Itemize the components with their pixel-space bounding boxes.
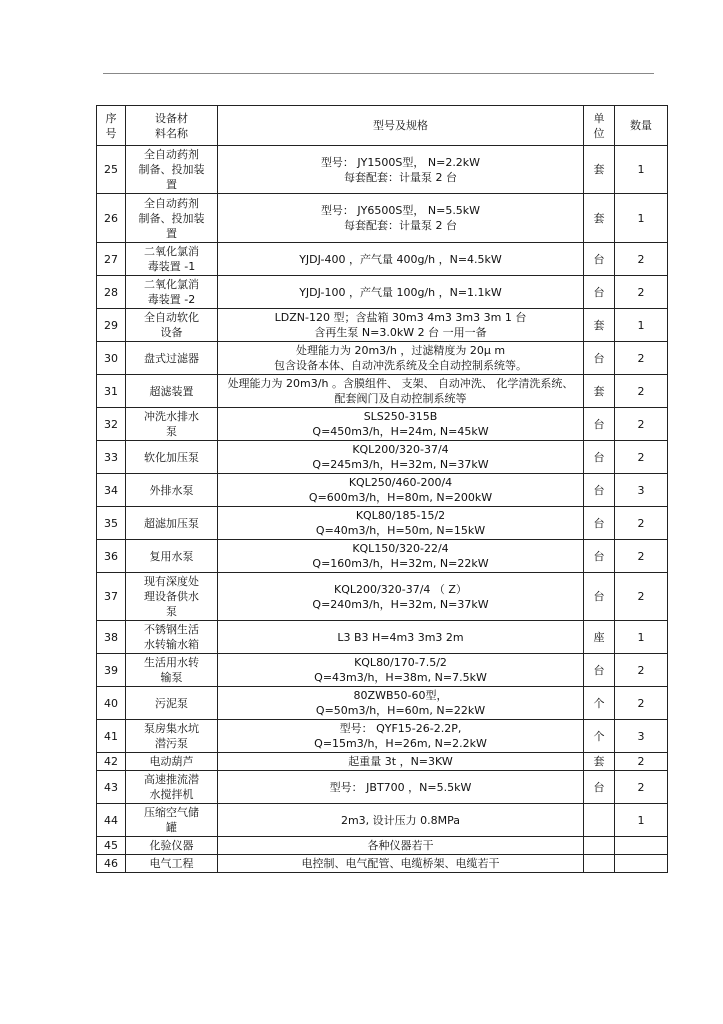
row-spec-line: KQL80/185-15/2 (355, 509, 446, 522)
row-name: 全自动药剂 制备、投加装 置 (126, 146, 218, 194)
row-spec-line: Q=43m3/h，H=38m, N=7.5kW (314, 671, 487, 684)
row-unit: 套 (584, 194, 615, 243)
row-name: 全自动软化 设备 (126, 309, 218, 342)
row-quantity: 2 (615, 441, 668, 474)
row-number: 45 (97, 837, 126, 855)
row-unit: 套 (584, 375, 615, 408)
row-name: 盘式过滤器 (126, 342, 218, 375)
row-number: 44 (97, 804, 126, 837)
row-number: 32 (97, 408, 126, 441)
row-name: 超滤加压泵 (126, 507, 218, 540)
row-name: 二氧化氯消 毒装置 -2 (126, 276, 218, 309)
row-quantity: 2 (615, 771, 668, 804)
row-quantity: 2 (615, 687, 668, 720)
row-quantity: 2 (615, 276, 668, 309)
table-row (97, 243, 668, 276)
row-spec (218, 146, 584, 194)
row-number: 39 (97, 654, 126, 687)
row-name: 复用水泵 (126, 540, 218, 573)
row-spec-line: 型号： JY1500S型， N=2.2kW (320, 155, 481, 169)
row-spec-line: 起重量 3t ，N=3KW (348, 755, 453, 768)
table-row (97, 474, 668, 507)
row-name: 冲洗水排水 泵 (126, 408, 218, 441)
row-spec-line: 型号： JY6500S型， N=5.5kW (320, 204, 481, 217)
header-no: 序 号 (97, 106, 126, 146)
row-name: 现有深度处 理设备供水 泵 (126, 573, 218, 621)
row-spec-line: Q=40m3/h，H=50m, N=15kW (315, 524, 486, 537)
row-name: 污泥泵 (126, 687, 218, 720)
row-spec-line: 每套配套：计量泵 2 台 (344, 219, 457, 232)
row-unit: 台 (584, 441, 615, 474)
row-spec (218, 342, 584, 375)
row-spec (218, 804, 584, 837)
row-quantity: 2 (615, 540, 668, 573)
row-spec-line: 每套配套：计量泵 2 台 (344, 170, 457, 184)
row-spec-line: 各种仪器若干 (367, 839, 434, 852)
row-spec (218, 194, 584, 243)
table-row (97, 654, 668, 687)
row-number: 38 (97, 621, 126, 654)
row-quantity: 1 (615, 804, 668, 837)
row-unit: 台 (584, 771, 615, 804)
row-name: 软化加压泵 (126, 441, 218, 474)
row-spec (218, 408, 584, 441)
row-spec-line: KQL200/320-37/4 （ Z） (334, 582, 467, 596)
row-spec (218, 474, 584, 507)
row-spec (218, 621, 584, 654)
row-quantity: 1 (615, 621, 668, 654)
row-spec-line: 配套阀门及自动控制系统等 (334, 392, 467, 405)
row-number: 33 (97, 441, 126, 474)
row-spec-line: Q=600m3/h，H=80m, N=200kW (308, 491, 493, 504)
row-name: 不锈钢生活 水转输水箱 (126, 621, 218, 654)
table-row (97, 375, 668, 408)
header-name: 设备材 料名称 (126, 106, 218, 146)
table-row (97, 441, 668, 474)
row-number: 25 (97, 146, 126, 194)
row-spec (218, 837, 584, 855)
row-spec (218, 276, 584, 309)
row-number: 40 (97, 687, 126, 720)
row-unit: 个 (584, 687, 615, 720)
row-unit (584, 804, 615, 837)
table-row (97, 771, 668, 804)
table-row (97, 408, 668, 441)
table-row (97, 146, 668, 194)
table-row (97, 804, 668, 837)
row-unit: 台 (584, 507, 615, 540)
table-row (97, 507, 668, 540)
row-number: 27 (97, 243, 126, 276)
row-spec (218, 573, 584, 621)
page-top-rule (103, 73, 654, 74)
row-quantity: 2 (615, 753, 668, 771)
row-name: 高速推流潜 水搅拌机 (126, 771, 218, 804)
row-number: 41 (97, 720, 126, 753)
row-quantity: 2 (615, 342, 668, 375)
row-quantity: 3 (615, 474, 668, 507)
header-qty: 数量 (615, 106, 668, 146)
row-unit: 套 (584, 146, 615, 194)
table-header-row (97, 106, 668, 146)
row-spec (218, 309, 584, 342)
table-row (97, 276, 668, 309)
table-row (97, 309, 668, 342)
row-name: 化验仪器 (126, 837, 218, 855)
row-number: 28 (97, 276, 126, 309)
row-spec-line: SLS250-315B (363, 410, 438, 423)
row-number: 26 (97, 194, 126, 243)
table-body (97, 146, 668, 873)
row-unit: 台 (584, 408, 615, 441)
row-spec (218, 243, 584, 276)
row-quantity (615, 837, 668, 855)
row-name: 泵房集水坑 潜污泵 (126, 720, 218, 753)
row-quantity: 2 (615, 654, 668, 687)
row-spec-line: LDZN-120 型；含盐箱 30m3 4m3 3m3 3m 1 台 (274, 311, 527, 324)
row-spec-line: Q=245m3/h，H=32m, N=37kW (312, 458, 489, 471)
table-row (97, 342, 668, 375)
row-spec-line: Q=240m3/h，H=32m, N=37kW (312, 597, 489, 611)
row-unit: 个 (584, 720, 615, 753)
row-number: 42 (97, 753, 126, 771)
row-quantity: 2 (615, 507, 668, 540)
row-number: 34 (97, 474, 126, 507)
table-row (97, 687, 668, 720)
row-quantity: 3 (615, 720, 668, 753)
row-name: 外排水泵 (126, 474, 218, 507)
row-spec-line: 包含设备本体、自动冲洗系统及全自动控制系统等。 (274, 359, 527, 372)
row-unit: 台 (584, 540, 615, 573)
row-spec (218, 654, 584, 687)
row-quantity: 2 (615, 408, 668, 441)
row-spec-line: 型号： QYF15-26-2.2P, (339, 722, 462, 735)
row-spec-line: 含再生泵 N=3.0kW 2 台 一用一备 (314, 326, 487, 339)
row-spec-line: 电控制、电气配管、电缆桥架、电缆若干 (301, 857, 500, 870)
row-number: 37 (97, 573, 126, 621)
row-name: 电动葫芦 (126, 753, 218, 771)
row-unit: 套 (584, 309, 615, 342)
row-spec (218, 753, 584, 771)
row-number: 29 (97, 309, 126, 342)
table-row (97, 753, 668, 771)
row-name: 生活用水转 输泵 (126, 654, 218, 687)
row-unit: 台 (584, 342, 615, 375)
row-spec-line: 型号： JBT700 ，N=5.5kW (329, 780, 472, 794)
row-spec (218, 441, 584, 474)
row-unit: 台 (584, 654, 615, 687)
row-number: 31 (97, 375, 126, 408)
header-spec: 型号及规格 (218, 106, 584, 146)
row-spec-line: 处理能力为 20m3/h ，过滤精度为 20μ m (295, 344, 506, 357)
row-number: 46 (97, 855, 126, 873)
row-quantity: 1 (615, 309, 668, 342)
row-quantity (615, 855, 668, 873)
row-quantity: 2 (615, 375, 668, 408)
row-spec-line: 处理能力为 20m3/h 。含膜组件、 支架、 自动冲洗、 化学清洗系统、 (227, 377, 574, 390)
row-spec (218, 687, 584, 720)
equipment-spec-table (96, 105, 668, 873)
row-spec-line: 80ZWB50-60型， (353, 689, 448, 702)
row-spec-line: Q=160m3/h，H=32m, N=22kW (312, 557, 489, 570)
row-spec (218, 375, 584, 408)
row-name: 超滤装置 (126, 375, 218, 408)
row-spec-line: KQL200/320-37/4 (352, 443, 449, 456)
row-unit: 台 (584, 243, 615, 276)
row-quantity: 2 (615, 243, 668, 276)
row-quantity: 1 (615, 194, 668, 243)
table-row (97, 837, 668, 855)
row-unit: 座 (584, 621, 615, 654)
row-spec-line: YJDJ-100 ，产气量 100g/h ，N=1.1kW (299, 285, 502, 299)
row-unit: 台 (584, 573, 615, 621)
row-unit: 台 (584, 276, 615, 309)
row-spec-line: 2m3, 设计压力 0.8MPa (340, 813, 461, 827)
row-number: 36 (97, 540, 126, 573)
row-number: 43 (97, 771, 126, 804)
row-unit (584, 837, 615, 855)
table-row (97, 621, 668, 654)
row-spec-line: Q=15m3/h，H=26m, N=2.2kW (314, 737, 487, 750)
row-quantity: 2 (615, 573, 668, 621)
table-row (97, 720, 668, 753)
row-unit: 套 (584, 753, 615, 771)
table-row (97, 194, 668, 243)
row-spec-line: Q=450m3/h，H=24m, N=45kW (312, 425, 489, 438)
row-spec-line: KQL250/460-200/4 (348, 476, 453, 489)
row-spec (218, 507, 584, 540)
row-spec (218, 771, 584, 804)
table-row (97, 540, 668, 573)
row-number: 30 (97, 342, 126, 375)
row-quantity: 1 (615, 146, 668, 194)
row-name: 压缩空气储 罐 (126, 804, 218, 837)
row-spec-line: L3 B3 H=4m3 3m3 2m (337, 630, 464, 644)
row-unit: 台 (584, 474, 615, 507)
row-spec (218, 540, 584, 573)
row-name: 全自动药剂 制备、投加装 置 (126, 194, 218, 243)
table-row (97, 573, 668, 621)
row-spec-line: YJDJ-400 ，产气量 400g/h ，N=4.5kW (299, 252, 502, 266)
table-row (97, 855, 668, 873)
row-spec (218, 720, 584, 753)
row-name: 二氧化氯消 毒装置 -1 (126, 243, 218, 276)
row-spec (218, 855, 584, 873)
row-spec-line: Q=50m3/h，H=60m, N=22kW (315, 704, 486, 717)
row-number: 35 (97, 507, 126, 540)
header-unit: 单 位 (584, 106, 615, 146)
row-spec-line: KQL80/170-7.5/2 (354, 656, 447, 669)
row-spec-line: KQL150/320-22/4 (352, 542, 449, 555)
row-unit (584, 855, 615, 873)
row-name: 电气工程 (126, 855, 218, 873)
